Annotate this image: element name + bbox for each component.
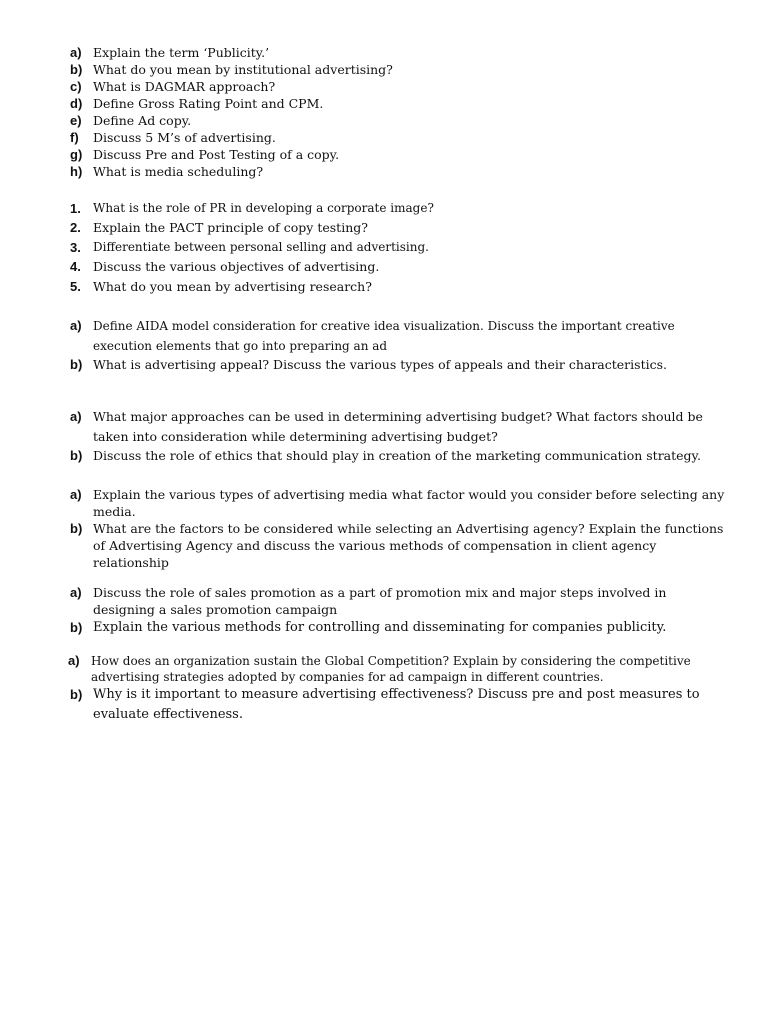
question-text: What are the factors to be considered while selecting an Advertising agency? Explain the functions of Advertising Agency and discuss the various methods of compensation in client agency relationship: [93, 521, 724, 570]
question-item: [70, 44, 730, 61]
question-text: What is DAGMAR approach?: [93, 79, 276, 94]
question-text: Explain the various types of advertising media what factor would you consider before selecting any media.: [93, 487, 725, 519]
question-label: b): [70, 620, 83, 635]
question-item: [70, 95, 730, 112]
question-label: a): [70, 318, 82, 333]
question-label: b): [70, 687, 83, 702]
question-item: [70, 129, 730, 146]
question-label: b): [70, 521, 83, 536]
question-text: What do you mean by advertising research?: [93, 279, 372, 294]
question-item: [70, 619, 730, 636]
question-label: d): [70, 96, 83, 111]
question-text: Discuss the role of sales promotion as a part of promotion mix and major steps involved in designing a sales promotion campaign: [93, 585, 667, 617]
question-text: What is the role of PR in developing a corporate image?: [93, 201, 434, 215]
question-item: [70, 200, 730, 217]
question-label: a): [70, 487, 82, 502]
question-item: [70, 356, 730, 373]
question-label: 3.: [70, 240, 81, 255]
question-item: [70, 278, 730, 295]
question-label: c): [70, 79, 82, 94]
question-item: [70, 584, 730, 618]
question-text: Why is it important to measure advertising effectiveness? Discuss pre and post measures to evaluate effectiveness.: [93, 687, 700, 722]
question-text: What is media scheduling?: [93, 164, 264, 179]
question-label: e): [70, 113, 82, 128]
question-text: What is advertising appeal? Discuss the various types of appeals and their characteristics.: [93, 357, 667, 372]
question-label: b): [70, 357, 83, 372]
question-item: [70, 112, 730, 129]
question-label: b): [70, 62, 83, 77]
question-label: f): [70, 130, 79, 145]
question-item: [70, 146, 730, 163]
question-label: 5.: [70, 279, 81, 294]
question-item: [70, 219, 730, 236]
question-label: h): [70, 164, 83, 179]
question-text: Define AIDA model consideration for creative idea visualization. Discuss the important creative execution elements that go into preparing an ad: [93, 319, 675, 353]
question-item: [70, 258, 730, 275]
question-text: How does an organization sustain the Global Competition? Explain by considering the competitive advertising strategies adopted by companies for ad campaign in different countries.: [91, 654, 691, 684]
question-item: [70, 685, 730, 725]
question-text: What major approaches can be used in determining advertising budget? What factors should be taken into consideration while determining advertising budget?: [93, 409, 703, 444]
question-item: [70, 520, 730, 571]
question-text: Discuss the various objectives of advertising.: [93, 259, 380, 274]
question-text: Discuss 5 M’s of advertising.: [93, 130, 276, 145]
question-text: Discuss Pre and Post Testing of a copy.: [93, 147, 340, 162]
question-text: Define Ad copy.: [93, 113, 192, 128]
question-text: Explain the PACT principle of copy testing?: [93, 220, 368, 235]
question-item: [70, 316, 730, 356]
question-item: [70, 163, 730, 180]
question-label: b): [70, 448, 83, 463]
question-label: a): [68, 653, 80, 668]
question-text: Discuss the role of ethics that should play in creation of the marketing communication strategy.: [93, 448, 701, 463]
question-label: 2.: [70, 220, 81, 235]
question-item: [70, 78, 730, 95]
question-text: Define Gross Rating Point and CPM.: [93, 96, 324, 111]
question-label: a): [70, 45, 82, 60]
question-item: [70, 239, 730, 256]
question-text: Differentiate between personal selling and advertising.: [93, 240, 429, 254]
question-item: [70, 407, 730, 447]
question-label: a): [70, 585, 82, 600]
question-label: 1.: [70, 201, 81, 216]
question-text: Explain the term ‘Publicity.’: [93, 45, 270, 60]
question-item: [70, 61, 730, 78]
question-label: g): [70, 147, 83, 162]
question-text: Explain the various methods for controlling and disseminating for companies publicity.: [93, 620, 667, 635]
question-label: a): [70, 409, 82, 424]
question-item: [70, 486, 730, 520]
question-label: 4.: [70, 259, 81, 274]
question-item: [70, 447, 730, 464]
question-text: What do you mean by institutional advertising?: [93, 62, 393, 77]
question-item: [68, 653, 728, 685]
